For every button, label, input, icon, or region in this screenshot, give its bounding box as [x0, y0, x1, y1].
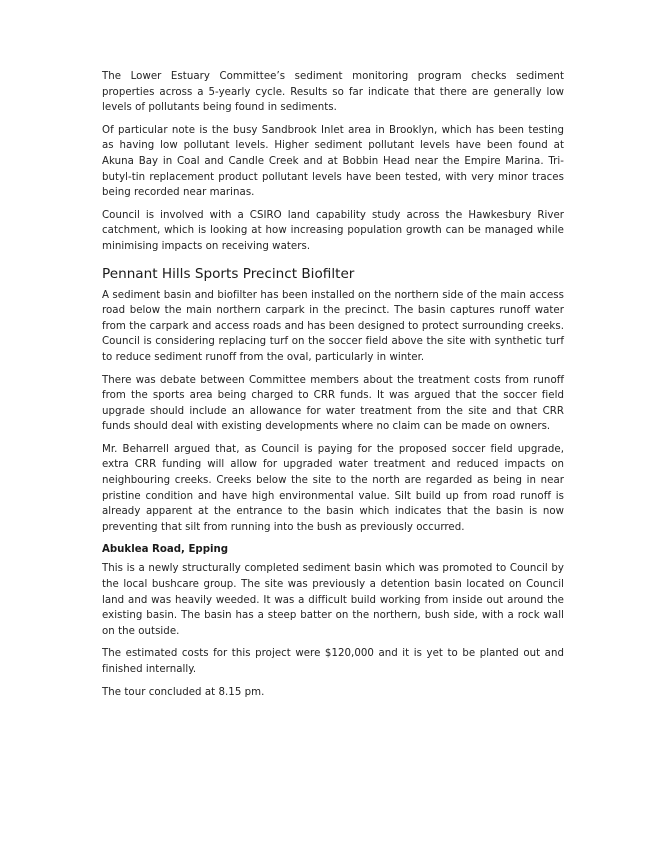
paragraph-csiro-study: Council is involved with a CSIRO land capability study across the Hawkesbury River catchment, which is looking at how increasing population growth can be managed while minimising impacts on receiving waters.: [102, 209, 564, 252]
paragraph-sandbrook-inlet: Of particular note is the busy Sandbrook Inlet area in Brooklyn, which has been testing as having low pollutant levels. Higher sediment pollutant levels have been found at Akuna Bay in Coal and Candle Creek and at Bobbin Head near the Empire Marina. Tri-butyl-tin replacement product pollutant levels have been tested, with very minor traces being recorded near marinas.: [102, 124, 564, 199]
paragraph-sediment-basin: A sediment basin and biofilter has been installed on the northern side of the main access road below the main northern carpark in the precinct. The basin captures runoff water from the carpark and access roads and has been designed to protect surrounding creeks. Council is considering replacing turf on the soccer field above the site with synthetic turf to reduce sediment runoff from the oval, particularly in winter.: [102, 289, 564, 363]
heading-pennant-hills: Pennant Hills Sports Precinct Biofilter: [102, 265, 355, 282]
paragraph-beharrell: Mr. Beharrell argued that, as Council is paying for the proposed soccer field upgrade, extra CRR funding will allow for upgraded water treatment and reduced impacts on neighbouring creeks. Creeks below the site to the north are regarded as being in near pristine condition and have high environmental value. Silt build up from road runoff is already apparent at the entrance to the basin which indicates that the basin is now preventing that silt from running into the bush as previously occurred.: [102, 443, 564, 533]
paragraph-new-basin: This is a newly structurally completed sediment basin which was promoted to Council by the local bushcare group. The site was previously a detention basin located on Council land and was heavily weeded. It was a difficult build working from inside out around the existing basin. The basin has a steep batter on the northern, bush side, with a rock wall on the outside.: [102, 563, 564, 637]
paragraph-sediment-monitoring: The Lower Estuary Committee’s sediment monitoring program checks sediment properties across a 5-yearly cycle. Results so far indicate that there are generally low levels of pollutants being found in sediments.: [102, 71, 564, 114]
paragraph-estimated-costs: The estimated costs for this project were $120,000 and it is yet to be planted out and finished internally.: [102, 648, 564, 675]
paragraph-debate: There was debate between Committee members about the treatment costs from runoff from the sports area being charged to CRR funds. It was argued that the soccer field upgrade should include an allowance for water treatment from the site and that CRR funds should deal with existing developments where no claim can be made on owners.: [102, 374, 564, 433]
document-page: [102, 69, 564, 707]
paragraph-tour-concluded: The tour concluded at 8.15 pm.: [102, 686, 265, 698]
heading-abuklea-road: Abuklea Road, Epping: [102, 544, 229, 556]
